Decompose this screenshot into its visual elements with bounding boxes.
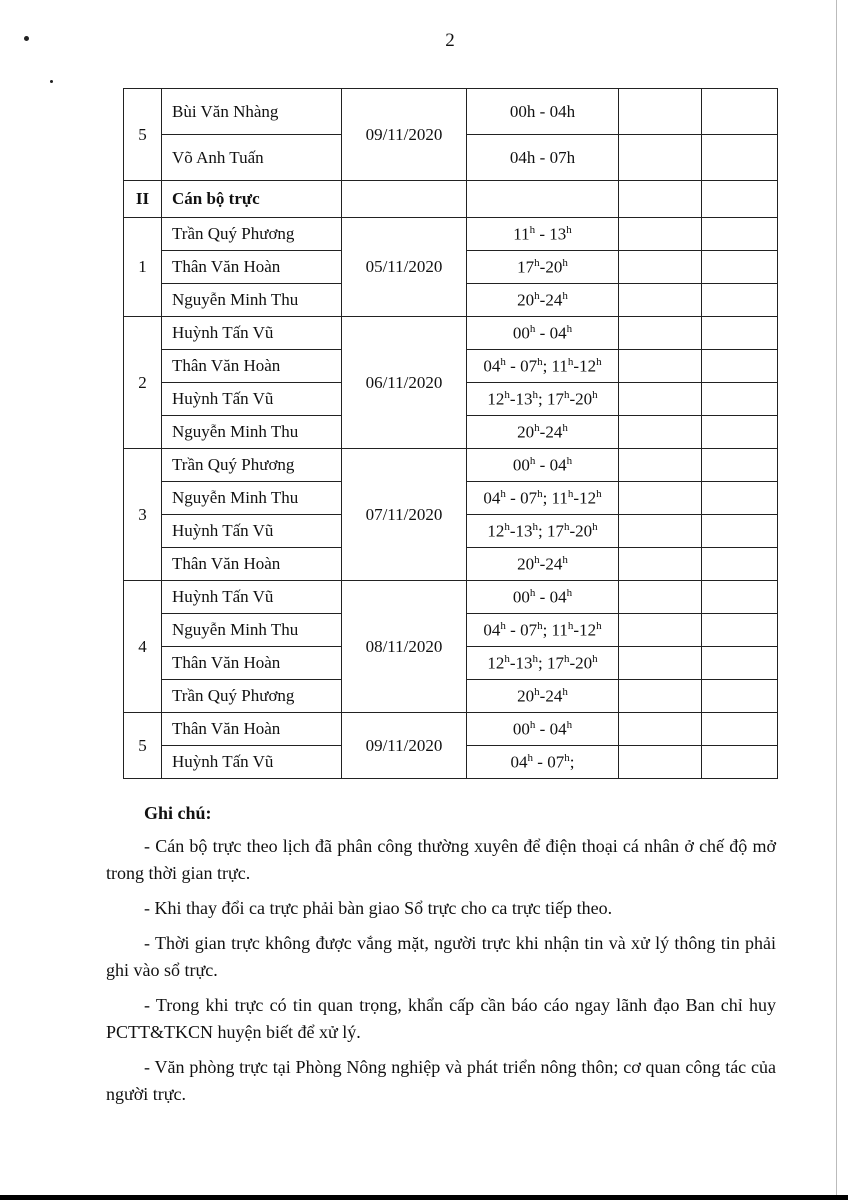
duty-time: 11$^h$ - 13$^h$ <box>467 218 619 251</box>
empty-cell <box>702 350 778 383</box>
empty-cell <box>702 89 778 135</box>
staff-name: Nguyễn Minh Thu <box>162 284 342 317</box>
duty-time: 04$^h$ - 07$^h$; 11$^h$-12$^h$ <box>467 350 619 383</box>
staff-name: Võ Anh Tuấn <box>162 135 342 181</box>
table-row <box>124 218 778 251</box>
empty-cell <box>619 482 702 515</box>
empty-cell <box>619 284 702 317</box>
empty-cell <box>619 713 702 746</box>
duty-time: 00h - 04h <box>467 89 619 135</box>
duty-date: 05/11/2020 <box>342 218 467 317</box>
empty-cell <box>702 251 778 284</box>
staff-name: Trần Quý Phương <box>162 449 342 482</box>
duty-time: 20$^h$-24$^h$ <box>467 416 619 449</box>
section-title: Cán bộ trực <box>162 181 342 218</box>
row-number: 2 <box>124 317 162 449</box>
duty-time: 00$^h$ - 04$^h$ <box>467 581 619 614</box>
duty-time: 20$^h$-24$^h$ <box>467 284 619 317</box>
empty-cell <box>702 482 778 515</box>
duty-roster-table <box>123 88 778 779</box>
empty-cell <box>702 383 778 416</box>
duty-time: 00$^h$ - 04$^h$ <box>467 713 619 746</box>
duty-date: 09/11/2020 <box>342 89 467 181</box>
empty-cell <box>619 416 702 449</box>
staff-name: Bùi Văn Nhàng <box>162 89 342 135</box>
empty-cell <box>619 581 702 614</box>
row-number: 4 <box>124 581 162 713</box>
staff-name: Thân Văn Hoàn <box>162 251 342 284</box>
duty-time: 17$^h$-20$^h$ <box>467 251 619 284</box>
staff-name: Thân Văn Hoàn <box>162 713 342 746</box>
empty-cell <box>619 746 702 779</box>
empty-cell <box>702 416 778 449</box>
staff-name: Huỳnh Tấn Vũ <box>162 515 342 548</box>
empty-cell <box>619 181 702 218</box>
empty-cell <box>619 383 702 416</box>
table-row <box>124 89 778 135</box>
staff-name: Thân Văn Hoàn <box>162 647 342 680</box>
empty-cell <box>619 680 702 713</box>
empty-cell <box>342 181 467 218</box>
note-item: - Cán bộ trực theo lịch đã phân công thường xuyên để điện thoại cá nhân ở chế độ mở trong thời gian trực. <box>106 836 776 883</box>
empty-cell <box>702 614 778 647</box>
duty-time: 04$^h$ - 07$^h$; 11$^h$-12$^h$ <box>467 482 619 515</box>
duty-date: 08/11/2020 <box>342 581 467 713</box>
empty-cell <box>619 515 702 548</box>
duty-time: 20$^h$-24$^h$ <box>467 680 619 713</box>
note-item: - Khi thay đổi ca trực phải bàn giao Sổ trực cho ca trực tiếp theo. <box>144 898 613 918</box>
staff-name: Thân Văn Hoàn <box>162 548 342 581</box>
scan-speck <box>24 36 29 41</box>
duty-time: 00$^h$ - 04$^h$ <box>467 317 619 350</box>
duty-date: 07/11/2020 <box>342 449 467 581</box>
empty-cell <box>702 746 778 779</box>
empty-cell <box>619 548 702 581</box>
empty-cell <box>619 614 702 647</box>
table-row <box>124 449 778 482</box>
staff-name: Nguyễn Minh Thu <box>162 416 342 449</box>
empty-cell <box>702 449 778 482</box>
duty-time: 00$^h$ - 04$^h$ <box>467 449 619 482</box>
staff-name: Trần Quý Phương <box>162 680 342 713</box>
empty-cell <box>619 135 702 181</box>
empty-cell <box>702 647 778 680</box>
empty-cell <box>702 548 778 581</box>
empty-cell <box>619 317 702 350</box>
staff-name: Huỳnh Tấn Vũ <box>162 746 342 779</box>
empty-cell <box>702 713 778 746</box>
staff-name: Huỳnh Tấn Vũ <box>162 317 342 350</box>
empty-cell <box>619 350 702 383</box>
empty-cell <box>619 647 702 680</box>
empty-cell <box>702 680 778 713</box>
notes-title: Ghi chú: <box>144 803 212 823</box>
empty-cell <box>702 317 778 350</box>
staff-name: Huỳnh Tấn Vũ <box>162 581 342 614</box>
note-item: - Thời gian trực không được vắng mặt, người trực khi nhận tin và xử lý thông tin phải ghi vào sổ trực. <box>106 933 776 980</box>
table-row <box>124 317 778 350</box>
note-item: - Trong khi trực có tin quan trọng, khẩn cấp cần báo cáo ngay lãnh đạo Ban chỉ huy PCTT&TKCN huyện biết để xử lý. <box>106 995 776 1042</box>
duty-time: 12$^h$-13$^h$; 17$^h$-20$^h$ <box>467 515 619 548</box>
empty-cell <box>619 449 702 482</box>
empty-cell <box>619 89 702 135</box>
duty-time: 04h - 07h <box>467 135 619 181</box>
duty-time: 12$^h$-13$^h$; 17$^h$-20$^h$ <box>467 383 619 416</box>
table-row <box>124 713 778 746</box>
empty-cell <box>702 218 778 251</box>
staff-name: Huỳnh Tấn Vũ <box>162 383 342 416</box>
empty-cell <box>702 135 778 181</box>
duty-date: 06/11/2020 <box>342 317 467 449</box>
duty-time: 04$^h$ - 07$^h$; 11$^h$-12$^h$ <box>467 614 619 647</box>
empty-cell <box>467 181 619 218</box>
notes-section <box>106 800 776 1116</box>
staff-name: Nguyễn Minh Thu <box>162 482 342 515</box>
scan-fold-line <box>836 0 837 1195</box>
row-number: 3 <box>124 449 162 581</box>
empty-cell <box>702 284 778 317</box>
staff-name: Thân Văn Hoàn <box>162 350 342 383</box>
staff-name: Trần Quý Phương <box>162 218 342 251</box>
duty-time: 12$^h$-13$^h$; 17$^h$-20$^h$ <box>467 647 619 680</box>
empty-cell <box>619 218 702 251</box>
scan-speck <box>50 80 53 83</box>
page-number: 2 <box>445 30 455 51</box>
empty-cell <box>619 251 702 284</box>
row-number: 5 <box>124 89 162 181</box>
duty-date: 09/11/2020 <box>342 713 467 779</box>
duty-time: 04$^h$ - 07$^h$; <box>467 746 619 779</box>
scan-bottom-edge <box>0 1195 848 1200</box>
section-number: II <box>124 181 162 218</box>
row-number: 5 <box>124 713 162 779</box>
staff-name: Nguyễn Minh Thu <box>162 614 342 647</box>
duty-time: 20$^h$-24$^h$ <box>467 548 619 581</box>
note-item: - Văn phòng trực tại Phòng Nông nghiệp và phát triển nông thôn; cơ quan công tác của người trực. <box>106 1057 776 1104</box>
empty-cell <box>702 515 778 548</box>
section-row <box>124 181 778 218</box>
table-row <box>124 581 778 614</box>
empty-cell <box>702 581 778 614</box>
row-number: 1 <box>124 218 162 317</box>
empty-cell <box>702 181 778 218</box>
